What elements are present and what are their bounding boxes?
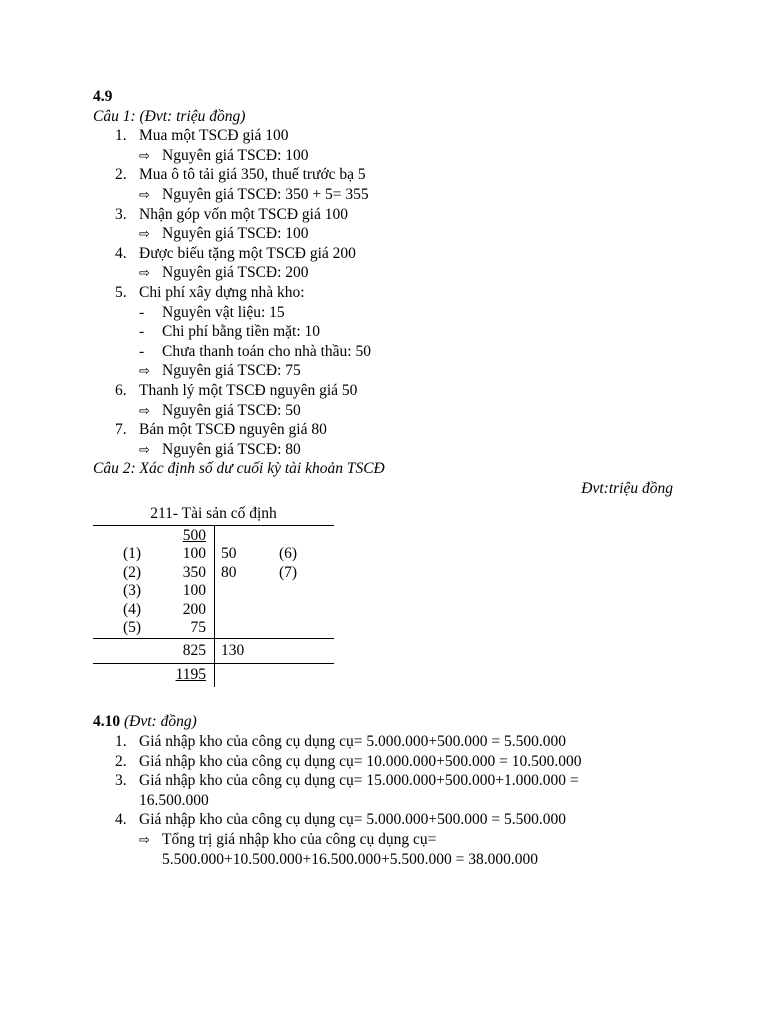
debit-value: 75 xyxy=(190,619,206,637)
debit-ref: (2) xyxy=(123,564,142,582)
unit-note: (Đvt: đồng) xyxy=(124,713,197,731)
arrow-icon: ⇨ xyxy=(139,402,150,418)
debit-value: 200 xyxy=(182,601,206,619)
list-item-3 xyxy=(93,771,683,791)
detail-text: Nguyên vật liệu: 15 xyxy=(162,303,285,321)
list-item-6 xyxy=(93,381,683,401)
total-text-2: 5.500.000+10.500.000+16.500.000+5.500.000 = 38.000.000 xyxy=(162,850,538,868)
exercise-4-10-heading xyxy=(93,712,683,732)
list-item-4 xyxy=(93,810,683,830)
question-1-heading: Câu 1: (Đvt: triệu đồng) xyxy=(93,107,246,125)
list-item-7 xyxy=(93,420,683,440)
t-account-closing-rule xyxy=(93,663,334,664)
arrow-icon: ⇨ xyxy=(139,441,150,457)
debit-value: 100 xyxy=(182,582,206,600)
result-line-7 xyxy=(93,440,683,460)
debit-total: 825 xyxy=(182,642,206,660)
item-3-continuation: 16.500.000 xyxy=(139,791,209,809)
exercise-4-9-heading: 4.9 xyxy=(93,88,113,105)
document-page xyxy=(93,87,683,869)
item-number: 1. xyxy=(115,127,127,145)
credit-total: 130 xyxy=(221,642,245,660)
credit-ref: (6) xyxy=(279,545,298,563)
debit-ref: (1) xyxy=(123,545,142,563)
exercise-number: 4.10 xyxy=(93,713,121,731)
result-text: Nguyên giá TSCĐ: 100 xyxy=(162,225,309,243)
t-account-211 xyxy=(93,504,334,694)
dash-bullet: - xyxy=(139,303,145,321)
arrow-icon: ⇨ xyxy=(139,363,150,379)
item-number: 4. xyxy=(115,244,127,262)
item-text: Giá nhập kho của công cụ dụng cụ= 15.000.000+500.000+1.000.000 = xyxy=(139,772,579,790)
debit-ref: (3) xyxy=(123,582,142,600)
debit-value: 100 xyxy=(182,545,206,563)
item-number: 6. xyxy=(115,381,127,399)
detail-text: Chưa thanh toán cho nhà thầu: 50 xyxy=(162,342,371,360)
result-line-4 xyxy=(93,263,683,283)
result-text: Nguyên giá TSCĐ: 200 xyxy=(162,264,309,282)
closing-balance: 1195 xyxy=(175,666,206,684)
item-text: Giá nhập kho của công cụ dụng cụ= 5.000.000+500.000 = 5.500.000 xyxy=(139,811,567,829)
dash-bullet: - xyxy=(139,342,145,360)
item-text: Giá nhập kho của công cụ dụng cụ= 5.000.000+500.000 = 5.500.000 xyxy=(139,733,567,751)
dash-bullet: - xyxy=(139,323,145,341)
list-item-1 xyxy=(93,732,683,752)
result-text: Nguyên giá TSCĐ: 50 xyxy=(162,401,301,419)
t-account-title: 211- Tài sản cố định xyxy=(150,505,277,523)
arrow-icon: ⇨ xyxy=(139,832,150,848)
list-item-4 xyxy=(93,244,683,264)
item-number: 5. xyxy=(115,283,127,301)
debit-ref: (4) xyxy=(123,601,142,619)
result-text: Nguyên giá TSCĐ: 75 xyxy=(162,362,301,380)
result-line-2 xyxy=(93,185,683,205)
item-number: 7. xyxy=(115,421,127,439)
credit-value: 50 xyxy=(221,545,237,563)
result-text: Nguyên giá TSCĐ: 80 xyxy=(162,440,301,458)
item-text: Chi phí xây dựng nhà kho: xyxy=(139,283,305,301)
list-item-2 xyxy=(93,165,683,185)
item-text: Giá nhập kho của công cụ dụng cụ= 10.000.000+500.000 = 10.500.000 xyxy=(139,752,582,770)
result-text: Nguyên giá TSCĐ: 100 xyxy=(162,146,309,164)
arrow-icon: ⇨ xyxy=(139,226,150,242)
t-account-total-rule xyxy=(93,638,334,639)
item-number: 2. xyxy=(115,752,127,770)
arrow-icon: ⇨ xyxy=(139,265,150,281)
result-line-1 xyxy=(93,146,683,166)
credit-value: 80 xyxy=(221,564,237,582)
result-text: Nguyên giá TSCĐ: 350 + 5= 355 xyxy=(162,185,369,203)
total-line xyxy=(93,830,683,850)
unit-label: Đvt:triệu đồng xyxy=(581,479,673,497)
detail-line-1 xyxy=(93,303,683,323)
debit-value: 350 xyxy=(182,564,206,582)
arrow-icon: ⇨ xyxy=(139,186,150,202)
result-line-5 xyxy=(93,361,683,381)
item-number: 4. xyxy=(115,811,127,829)
item-number: 2. xyxy=(115,166,127,184)
item-text: Bán một TSCĐ nguyên giá 80 xyxy=(139,421,327,439)
detail-text: Chi phí bằng tiền mặt: 10 xyxy=(162,323,320,341)
item-text: Nhận góp vốn một TSCĐ giá 100 xyxy=(139,205,348,223)
question-2-heading: Câu 2: Xác định số dư cuối kỳ tài khoản TSCĐ xyxy=(93,460,385,478)
credit-ref: (7) xyxy=(279,564,298,582)
result-line-3 xyxy=(93,224,683,244)
detail-line-2 xyxy=(93,322,683,342)
detail-line-3 xyxy=(93,342,683,362)
item-text: Mua một TSCĐ giá 100 xyxy=(139,127,289,145)
opening-balance: 500 xyxy=(182,527,206,545)
item-number: 1. xyxy=(115,733,127,751)
item-text: Thanh lý một TSCĐ nguyên giá 50 xyxy=(139,381,358,399)
item-text: Được biếu tặng một TSCĐ giá 200 xyxy=(139,244,356,262)
list-item-1 xyxy=(93,126,683,146)
item-text: Mua ô tô tải giá 350, thuế trước bạ 5 xyxy=(139,166,366,184)
total-text-1: Tổng trị giá nhập kho của công cụ dụng cụ= xyxy=(162,831,437,849)
arrow-icon: ⇨ xyxy=(139,147,150,163)
item-number: 3. xyxy=(115,205,127,223)
item-number: 3. xyxy=(115,772,127,790)
result-line-6 xyxy=(93,401,683,421)
list-item-5 xyxy=(93,283,683,303)
debit-ref: (5) xyxy=(123,619,142,637)
list-item-3 xyxy=(93,205,683,225)
spacer xyxy=(93,694,683,712)
list-item-2 xyxy=(93,752,683,772)
